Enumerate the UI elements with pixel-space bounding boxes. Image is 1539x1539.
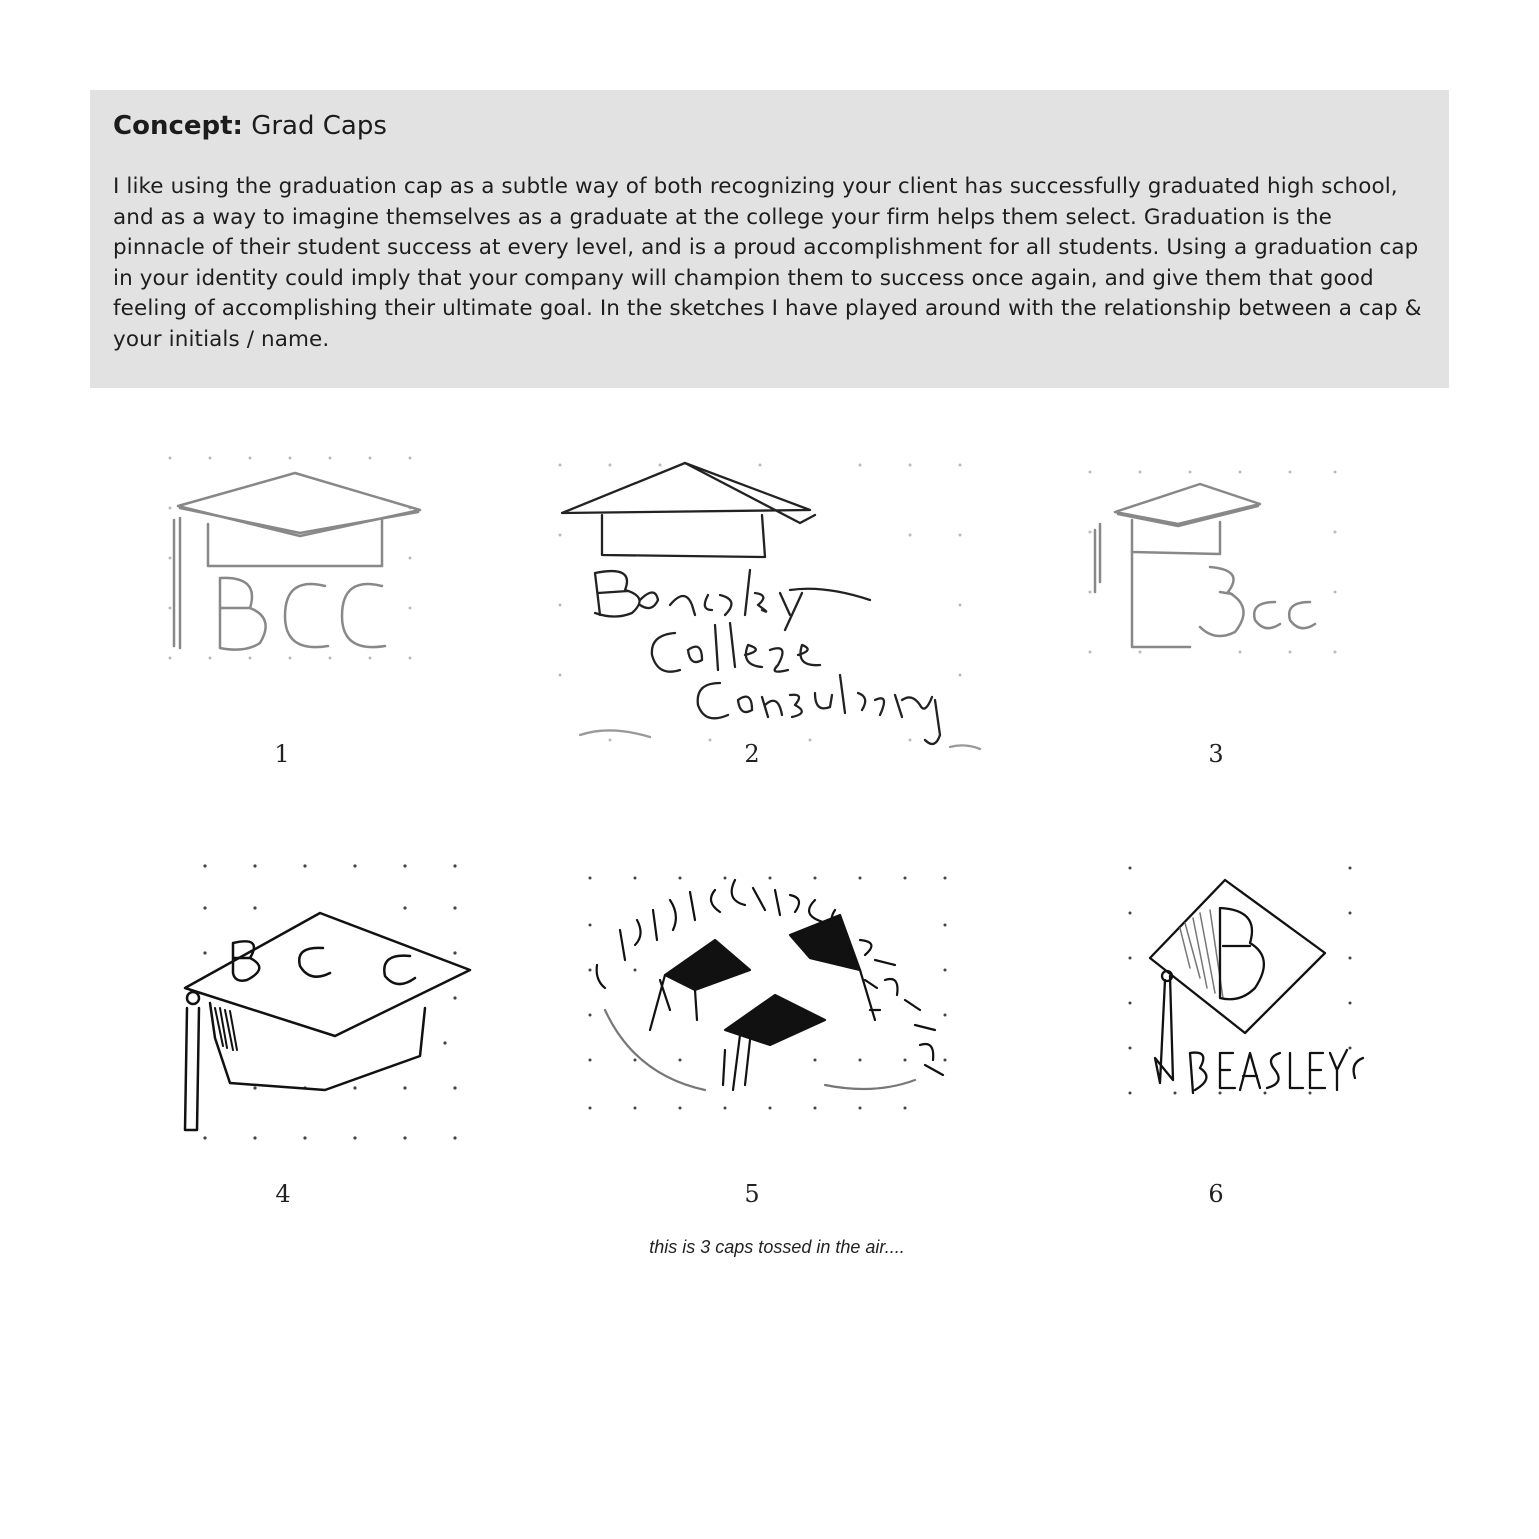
sketch-2: [540, 455, 1000, 755]
sketch-4: [175, 858, 485, 1153]
sketch-number-3: 3: [1208, 740, 1224, 768]
sketch-3: [1070, 462, 1350, 672]
sketch-number-1: 1: [274, 740, 290, 768]
concept-description: I like using the graduation cap as a subtle way of both recognizing your client has successfully graduated high school, and as a way to imagine themselves as a graduate at the college your firm helps them select. Graduation is the pinnacle of their student success at every level, and is a proud accomplishment for all students. Using a graduation cap in your identity could imply that your company will champion them to success once again, and give them that good feeling of accomplishing their ultimate goal. In the sketches I have played around with the relationship between a cap & your initials / name.: [113, 174, 1422, 352]
concept-heading: [113, 108, 1425, 144]
sketch-number-5: 5: [744, 1180, 760, 1208]
concept-label: Concept:: [113, 111, 243, 141]
sketch-6: [1125, 858, 1365, 1108]
concept-title: Grad Caps: [251, 111, 387, 141]
sketch-5: [575, 870, 955, 1120]
sketch-number-2: 2: [744, 740, 760, 768]
sketch-5-caption: this is 3 caps tossed in the air....: [649, 1237, 905, 1257]
sketch-number-4: 4: [275, 1180, 291, 1208]
sketch-1: [150, 448, 430, 678]
concept-box: [90, 90, 1449, 388]
sketch-number-6: 6: [1208, 1180, 1224, 1208]
